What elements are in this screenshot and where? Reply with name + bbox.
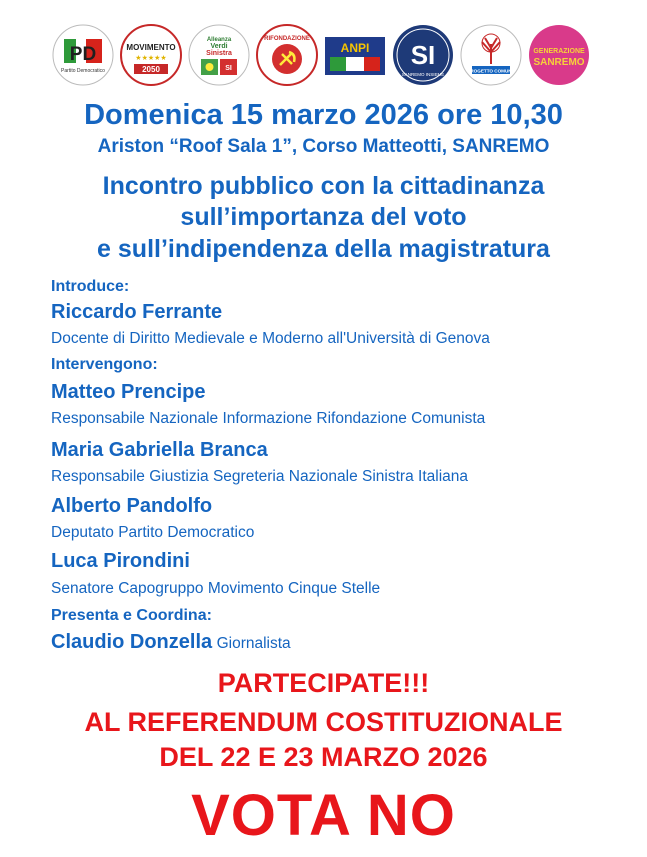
vote-no-headline: VOTA NO: [191, 783, 456, 848]
svg-text:Sinistra: Sinistra: [206, 50, 232, 57]
moderator-role: Giornalista: [216, 635, 291, 652]
cta-dates: DEL 22 E 23 MARZO 2026: [159, 742, 488, 772]
svg-text:Partito Democratico: Partito Democratico: [61, 68, 105, 74]
rifondazione-logo: [256, 24, 318, 86]
svg-text:ANPI: ANPI: [340, 41, 370, 55]
svg-text:2050: 2050: [142, 65, 160, 74]
speaker-name: Maria Gabriella Branca: [51, 439, 268, 461]
speaker-name: Alberto Pandolfo: [51, 495, 213, 517]
alleanza-verdi-sinistra-logo: [188, 24, 250, 86]
svg-text:MOVIMENTO: MOVIMENTO: [126, 43, 176, 52]
speaker-role: Responsabile Nazionale Informazione Rifondazione Comunista: [51, 410, 486, 427]
svg-text:SI: SI: [410, 40, 436, 70]
generazione-sanremo-logo: [528, 24, 590, 86]
svg-text:RIFONDAZIONE: RIFONDAZIONE: [264, 36, 310, 42]
sanremo-si-insieme-logo: [392, 24, 454, 86]
svg-text:GENERAZIONE: GENERAZIONE: [533, 48, 585, 55]
speaker-role: Deputato Partito Democratico: [51, 524, 255, 541]
svg-text:PD: PD: [69, 44, 97, 65]
speaker-role: Responsabile Giustizia Segreteria Nazionale Sinistra Italiana: [51, 468, 469, 485]
topic-line-2: sull’importanza del voto: [180, 203, 467, 231]
event-date: Domenica 15 marzo 2026 ore 10,30: [84, 99, 563, 131]
introducer-name: Riccardo Ferrante: [51, 301, 223, 323]
cta-referendum: AL REFERENDUM COSTITUZIONALE: [84, 707, 563, 737]
pd-logo: [52, 24, 114, 86]
svg-text:★★★★★: ★★★★★: [135, 55, 167, 62]
svg-text:Verdi: Verdi: [210, 43, 228, 50]
topic-line-3: e sull’indipendenza della magistratura: [97, 235, 550, 263]
topic-line-1: Incontro pubblico con la cittadinanza: [102, 172, 545, 200]
svg-text:PROGETTO COMUNE: PROGETTO COMUNE: [467, 68, 515, 74]
speakers-label: Intervengono:: [51, 356, 158, 373]
svg-text:SANREMO INSIEME: SANREMO INSIEME: [401, 72, 445, 77]
speaker-role: Senatore Capogruppo Movimento Cinque Stelle: [51, 580, 381, 597]
moderator-label: Presenta e Coordina:: [51, 607, 212, 624]
event-venue: Ariston “Roof Sala 1”, Corso Matteotti, SANREMO: [97, 136, 550, 157]
cta-participate: PARTECIPATE!!!: [217, 668, 430, 698]
introduce-label: Introduce:: [51, 278, 130, 295]
speaker-name: Matteo Prencipe: [51, 381, 206, 403]
moderator-line: [51, 631, 291, 654]
progetto-comune-logo: [460, 24, 522, 86]
introducer-role: Docente di Diritto Medievale e Moderno all'Università di Genova: [51, 330, 490, 347]
svg-text:SI: SI: [225, 65, 232, 72]
anpi-logo: [324, 24, 386, 86]
movimento-2050-logo: [120, 24, 182, 86]
party-logos: [52, 24, 592, 88]
speaker-name: Luca Pirondini: [51, 550, 190, 572]
moderator-name: Claudio Donzella: [51, 631, 213, 653]
svg-text:SANREMO: SANREMO: [533, 57, 585, 68]
svg-text:Alleanza: Alleanza: [206, 37, 232, 43]
